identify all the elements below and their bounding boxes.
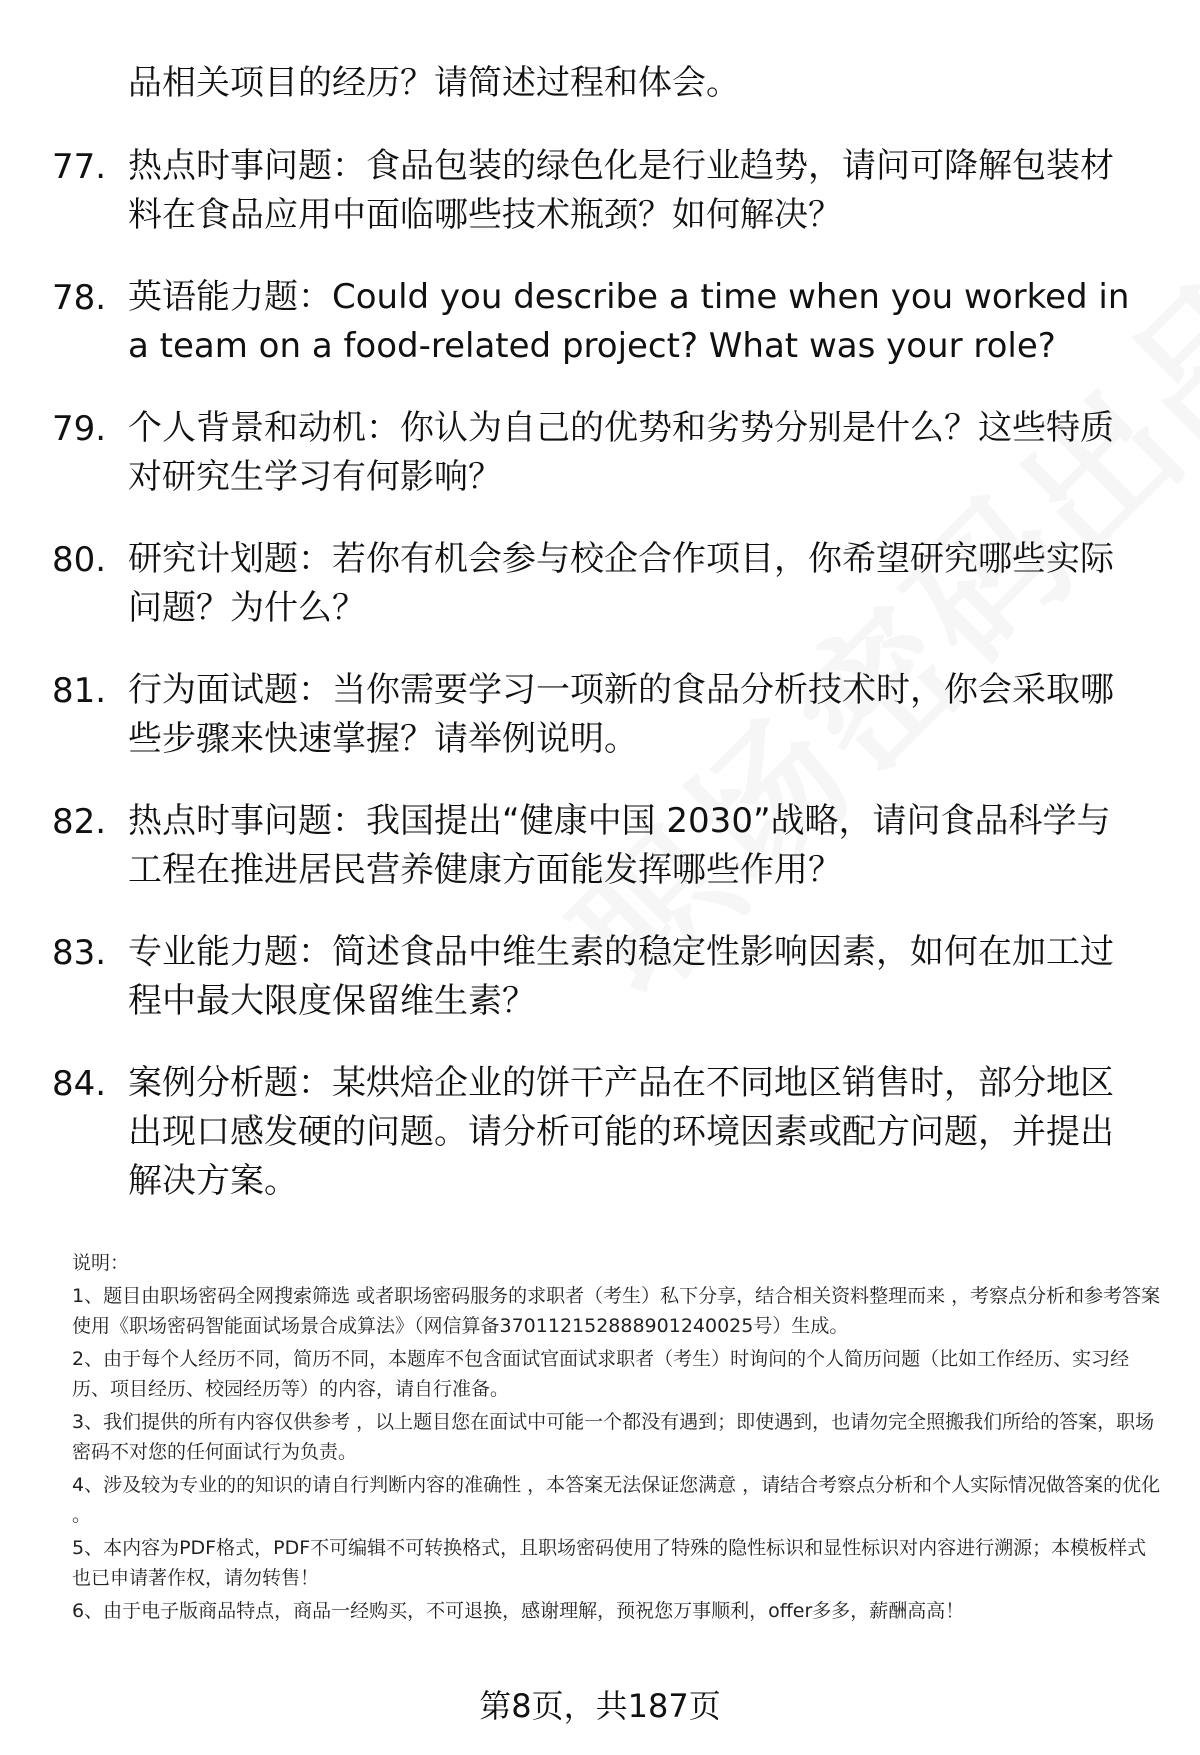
notes-section (72, 1248, 1162, 1629)
question-text: 专业能力题：简述食品中维生素的稳定性影响因素，如何在加工过程中最大限度保留维生素？ (128, 932, 1114, 1021)
continuation-text: 品相关项目的经历？请简述过程和体会。 (128, 63, 740, 103)
notes-title: 说明： (72, 1252, 130, 1274)
question-item-80 (0, 535, 1200, 666)
question-item-78 (0, 273, 1200, 404)
question-number: 83. (52, 933, 107, 973)
question-number: 77. (52, 147, 107, 187)
question-item-79 (0, 404, 1200, 535)
question-text: 个人背景和动机：你认为自己的优势和劣势分别是什么？这些特质对研究生学习有何影响？ (128, 408, 1114, 497)
note-item: 1、题目由职场密码全网搜索筛选 或者职场密码服务的求职者（考生）私下分享，结合相关资料整理而来 ，考察点分析和参考答案使用《职场密码智能面试场景合成算法》（网信算备37011215288890124​0025号）生成。 (72, 1285, 1161, 1337)
note-item: 4、涉及较为专业的的知识的请自行判断内容的准确性 ，本答案无法保证您满意 ，请结合考察点分析和个人实际情况做答案的优化 。 (72, 1474, 1161, 1526)
page-number-footer: 第8页，共187页 (479, 1687, 721, 1725)
question-list (0, 142, 1200, 1239)
question-text: 案例分析题：某烘焙企业的饼干产品在不同地区销售时，部分地区出现口感发硬的问题。请分析可能的环境因素或配方问题，并提出解决方案。 (128, 1063, 1114, 1201)
question-text: 行为面试题：当你需要学习一项新的食品分析技术时，你会采取哪些步骤来快速掌握？请举例说明。 (128, 670, 1114, 759)
note-item: 2、由于每个人经历不同，简历不同，本题库不包含面试官面试求职者（考生）时询问的个人简历问题（比如工作经历、实习经历、项目经历、校园经历等）的内容，请自行准备。 (72, 1348, 1130, 1400)
question-item-77 (0, 142, 1200, 273)
note-item: 3、我们提供的所有内容仅供参考 ，以上题目您在面试中可能一个都没有遇到；即使遇到，也请勿完全照搬我们所给的答案，职场密码不对您的任何面试行为负责。 (72, 1411, 1155, 1463)
note-item: 5、本内容为PDF格式，PDF不可编辑不可转换格式，且职场密码使用了特殊的隐性标识和显性标识对内容进行溯源；本模板样式也已申请著作权，请勿转售！ (72, 1537, 1147, 1589)
question-item-83 (0, 928, 1200, 1059)
question-number: 84. (52, 1064, 107, 1104)
question-number: 78. (52, 278, 107, 318)
question-item-84 (0, 1059, 1200, 1239)
question-item-81 (0, 666, 1200, 797)
question-text: 热点时事问题：食品包装的绿色化是行业趋势，请问可降解包装材料在食品应用中面临哪些技术瓶颈？如何解决？ (128, 146, 1114, 235)
question-text: 热点时事问题：我国提出“健康中国 2030”战略，请问食品科学与工程在推进居民营养健康方面能发挥哪些作用？ (128, 801, 1111, 890)
note-item: 6、由于电子版商品特点，商品一经购买，不可退换，感谢理解，预祝您万事顺利，offer多多，薪酬高高！ (72, 1600, 965, 1622)
question-number: 79. (52, 409, 107, 449)
question-number: 81. (52, 671, 107, 711)
question-number: 82. (52, 802, 107, 842)
question-text: 研究计划题：若你有机会参与校企合作项目，你希望研究哪些实际问题？为什么？ (128, 539, 1114, 628)
question-text: 英语能力题：Could you describe a time when you worked in a team on a food-related project? What was your role? (128, 277, 1130, 366)
question-number: 80. (52, 540, 107, 580)
question-item-82 (0, 797, 1200, 928)
